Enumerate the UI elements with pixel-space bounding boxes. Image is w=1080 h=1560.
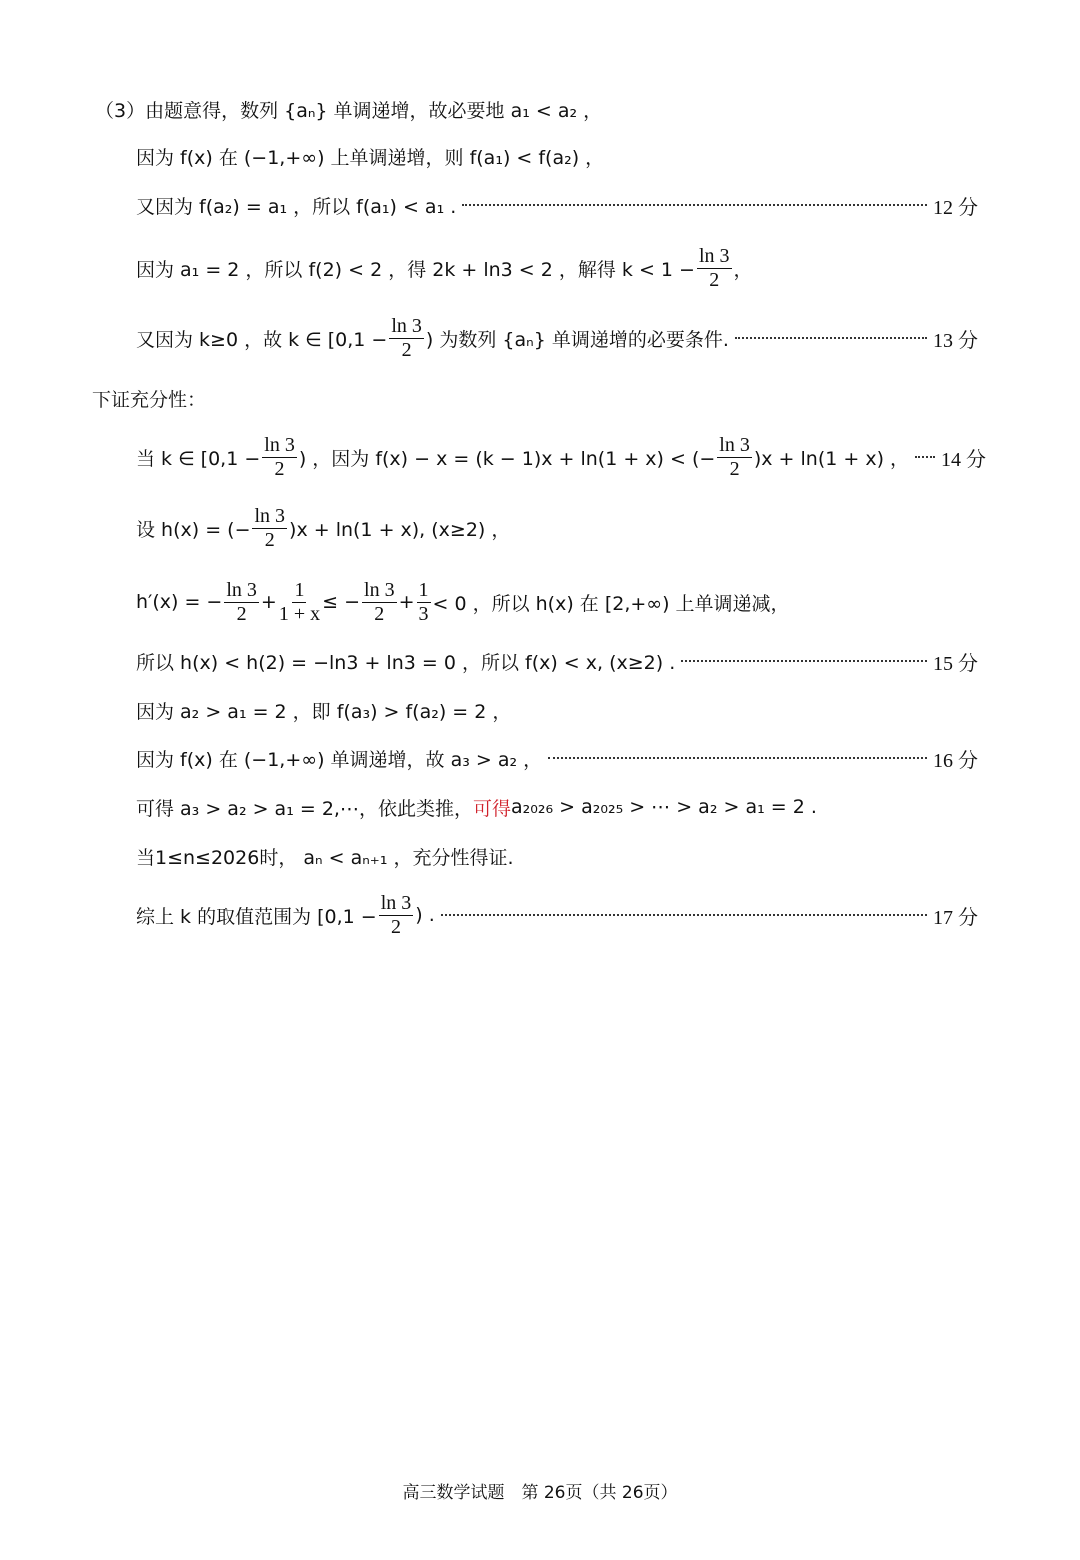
fraction-denominator: 2 — [391, 915, 401, 938]
line-text-post: ， — [733, 258, 753, 281]
line-text: h′(x) = − — [136, 591, 223, 613]
line-text: 设 h(x) = (− — [136, 518, 251, 541]
line-text: 因为 a₂ > a₁ = 2 ，即 f(a₃) > f(a₂) = 2 ， — [136, 700, 512, 723]
line-text-post: ) ，因为 f(x) − x = (k − 1)x + ln(1 + x) < (− — [298, 447, 716, 470]
line-text: （3）由题意得，数列 {aₙ} 单调递增，故必要地 a₁ < a₂ ， — [95, 99, 603, 122]
fraction-denominator: 2 — [264, 528, 275, 551]
fraction-numerator: ln 3 — [364, 578, 395, 601]
solution-line — [0, 308, 978, 368]
line-text: 综上 k 的取值范围为 [0,1 − — [136, 905, 377, 928]
dot-leader — [681, 660, 927, 662]
fraction-denominator: 2 — [729, 457, 740, 480]
fraction-numerator: 1 — [294, 578, 305, 601]
line-text: 所以 h(x) < h(2) = −ln3 + ln3 = 0 ，所以 f(x) < x, (x≥2) . — [136, 651, 676, 674]
fraction-denominator: 3 — [418, 602, 429, 625]
line-text: 又因为 k≥0 ，故 k ∈ [0,1 − — [136, 328, 388, 351]
fraction — [224, 580, 259, 625]
fraction — [389, 316, 424, 361]
score-label: 17 分 — [933, 906, 978, 929]
fraction-numerator: ln 3 — [226, 578, 257, 601]
line-text: 因为 a₁ = 2 ，所以 f(2) < 2 ，得 2k + ln3 < 2 ，解得 k < 1 − — [136, 258, 695, 281]
line-text-post: < 0 ，所以 h(x) 在 [2,+∞) 上单调递减， — [432, 592, 790, 615]
line-text-post: + — [260, 591, 277, 613]
dot-leader — [462, 204, 927, 206]
dot-leader — [915, 456, 935, 458]
line-text-post: a₂₀₂₆ > a₂₀₂₅ > ⋯ > a₂ > a₁ = 2 . — [510, 796, 817, 818]
score-label: 14 分 — [941, 448, 987, 471]
fraction — [697, 246, 732, 291]
line-text-post: ) . — [415, 904, 435, 926]
line-text-post: )x + ln(1 + x) ， — [753, 447, 910, 470]
fraction-denominator: 1 + x — [278, 602, 321, 625]
score-label: 15 分 — [933, 652, 978, 675]
fraction — [262, 435, 297, 480]
fraction-numerator: ln 3 — [254, 504, 286, 527]
fraction — [417, 580, 431, 625]
fraction-numerator: ln 3 — [264, 433, 295, 456]
fraction-denominator: 2 — [374, 602, 385, 625]
line-text: 下证充分性： — [92, 388, 207, 411]
fraction — [379, 893, 414, 938]
solution-line — [0, 175, 978, 235]
line-text: 可得 a₃ > a₂ > a₁ = 2,⋯，依此类推， — [136, 797, 473, 820]
fraction-denominator: 2 — [236, 602, 247, 625]
line-text-post: + — [398, 591, 415, 613]
score-label: 16 分 — [933, 749, 978, 772]
line-text: 又因为 f(a₂) = a₁ ，所以 f(a₁) < a₁ . — [136, 195, 457, 218]
score-label: 12 分 — [933, 196, 978, 219]
solution-line — [0, 238, 1080, 298]
solution-line — [0, 572, 1080, 632]
dot-leader — [735, 337, 927, 339]
score-label: 13 分 — [933, 329, 978, 352]
solution-line — [0, 498, 1080, 558]
fraction-denominator: 2 — [709, 268, 720, 291]
fraction — [362, 580, 397, 625]
line-text: 当1≤n≤2026时， aₙ < aₙ₊₁ ，充分性得证. — [136, 846, 514, 869]
highlighted-text: 可得 — [472, 797, 511, 820]
solution-line — [0, 885, 978, 945]
section-heading — [0, 368, 1080, 428]
line-text: 当 k ∈ [0,1 − — [136, 447, 261, 470]
fraction-numerator: 1 — [418, 578, 429, 601]
line-text-post: )x + ln(1 + x), (x≥2) ， — [289, 518, 511, 541]
line-text-post: ) 为数列 {aₙ} 单调递增的必要条件. — [425, 328, 729, 351]
solution-line — [0, 427, 987, 487]
page-footer: 高三数学试题 第 26页（共 26页） — [402, 1483, 678, 1503]
line-text: 因为 f(x) 在 (−1,+∞) 上单调递增，则 f(a₁) < f(a₂) ， — [136, 146, 605, 169]
fraction-numerator: ln 3 — [380, 891, 412, 914]
fraction-numerator: ln 3 — [391, 314, 422, 337]
fraction-denominator: 2 — [401, 338, 412, 361]
fraction — [252, 506, 287, 551]
solution-line — [0, 826, 1080, 886]
dot-leader — [441, 914, 927, 916]
line-text: 因为 f(x) 在 (−1,+∞) 单调递增，故 a₃ > a₂ ， — [136, 748, 543, 771]
fraction — [279, 580, 320, 625]
fraction-denominator: 2 — [274, 457, 285, 480]
fraction-numerator: ln 3 — [698, 244, 730, 267]
line-text-post: ≤ − — [322, 591, 361, 613]
dot-leader — [548, 757, 927, 759]
fraction-numerator: ln 3 — [719, 433, 750, 456]
fraction — [717, 435, 752, 480]
